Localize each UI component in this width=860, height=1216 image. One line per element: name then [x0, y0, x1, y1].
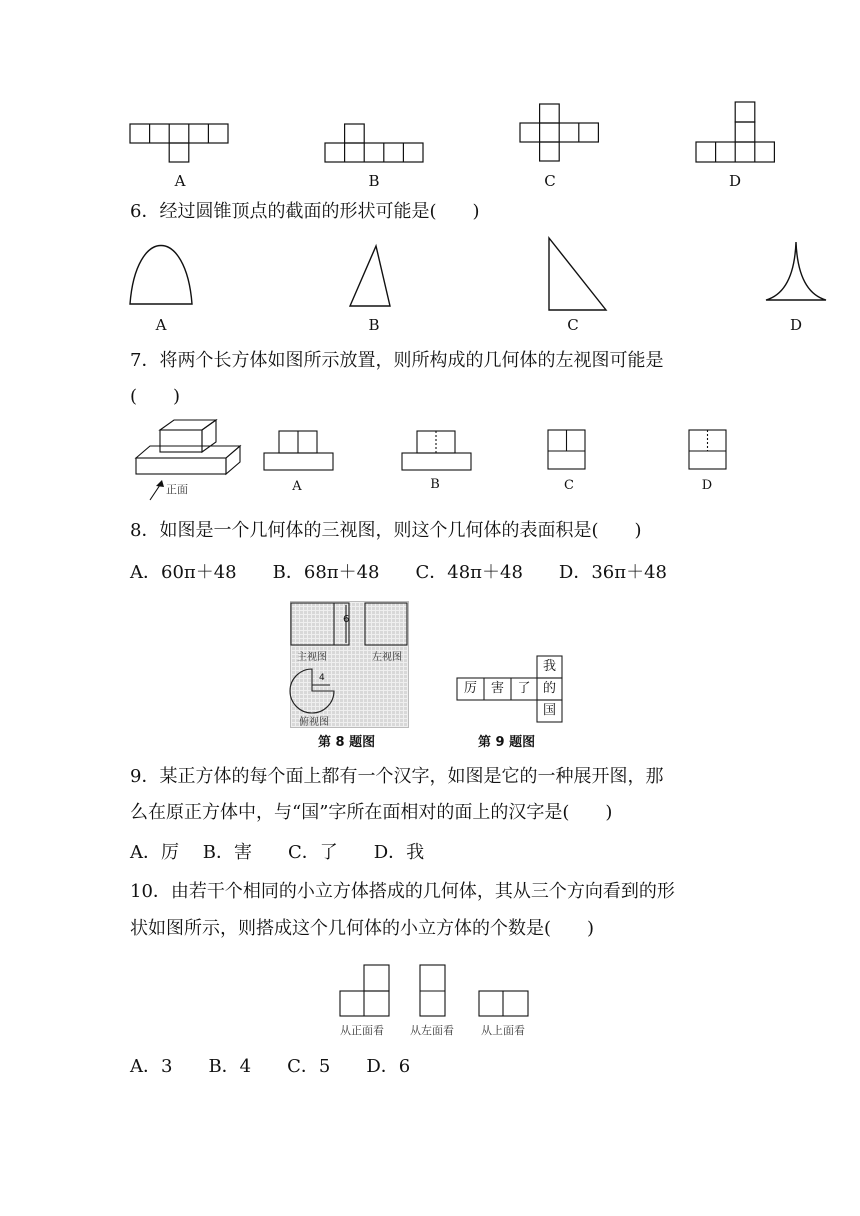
q5-net-a: [130, 124, 230, 164]
q9-net-cell-wo: 我: [542, 659, 556, 674]
q10-stem-line2: 状如图所示，则搭成这个几何体的小立方体的个数是( ): [130, 918, 595, 939]
q8-label-left-view: 左视图: [372, 652, 402, 663]
q5-option-b: B: [368, 172, 380, 190]
q9-net-cell-li: 厉: [463, 681, 477, 696]
q8-dim-height: 6: [343, 614, 350, 625]
q10-front-view: [339, 964, 391, 1018]
q8-caption: 第 8 题图: [318, 735, 376, 750]
q7-front-label: 正面: [166, 483, 188, 496]
q7-stem-line1: 7．将两个长方体如图所示放置，则所构成的几何体的左视图可能是: [130, 350, 664, 371]
q6-shape-d: [764, 240, 828, 304]
q8-stem: 8．如图是一个几何体的三视图，则这个几何体的表面积是( ): [130, 520, 642, 541]
q5-option-c: C: [544, 172, 556, 190]
q6-shape-b: [348, 244, 393, 308]
q9-net-cell-le: 了: [517, 681, 531, 696]
q9-stem-line2: 么在原正方体中，与“国”字所在面相对的面上的汉字是( ): [130, 802, 613, 823]
q10-left-view: [419, 964, 447, 1018]
q9-choices: A．厉 B．害 C．了 D．我: [130, 842, 425, 863]
q9-net-cell-de: 的: [542, 681, 556, 696]
q9-stem-line1: 9．某正方体的每个面上都有一个汉字，如图是它的一种展开图，那: [130, 766, 664, 787]
q7-option-c: C: [564, 478, 574, 493]
q7-view-a: [263, 430, 335, 472]
q10-choices: A．3 B．4 C．5 D．6: [130, 1056, 411, 1077]
q10-label-left: 从左面看: [410, 1024, 454, 1037]
q5-net-b: [325, 124, 425, 164]
q9-net-cell-guo: 国: [542, 703, 556, 718]
q8-dim-radius: 4: [319, 673, 325, 683]
q10-label-top: 从上面看: [481, 1024, 525, 1037]
q7-view-d: [688, 429, 728, 471]
q7-option-b: B: [430, 477, 440, 492]
q6-option-c: C: [567, 316, 579, 334]
q9-caption: 第 9 题图: [478, 735, 536, 750]
q8-label-top-view: 俯视图: [299, 717, 329, 728]
q6-option-a: A: [155, 316, 167, 334]
q7-solid-figure: [134, 418, 244, 508]
q10-label-front: 从正面看: [340, 1024, 384, 1037]
q6-option-b: B: [368, 316, 380, 334]
q5-net-c: [520, 104, 600, 164]
q6-shape-a: [128, 244, 194, 306]
q5-net-d: [696, 102, 776, 164]
q10-stem-line1: 10．由若干个相同的小立方体搭成的几何体，其从三个方向看到的形: [130, 881, 675, 902]
q6-stem: 6．经过圆锥顶点的截面的形状可能是( ): [130, 201, 480, 222]
q8-label-main-view: 主视图: [297, 652, 327, 663]
q5-option-a: A: [174, 172, 186, 190]
q8-choices: A．60π＋48 B．68π＋48 C．48π＋48 D．36π＋48: [130, 562, 667, 583]
q5-option-d: D: [728, 172, 742, 190]
q9-net-cell-hai: 害: [490, 681, 504, 696]
q7-option-a: A: [292, 479, 302, 494]
q10-top-view: [478, 990, 530, 1018]
q6-option-d: D: [789, 316, 803, 334]
q7-view-c: [547, 429, 587, 471]
q6-shape-c: [546, 236, 608, 312]
q7-option-d: D: [701, 478, 713, 493]
q7-view-b: [401, 430, 473, 472]
q7-stem-line2: ( ): [130, 386, 181, 407]
